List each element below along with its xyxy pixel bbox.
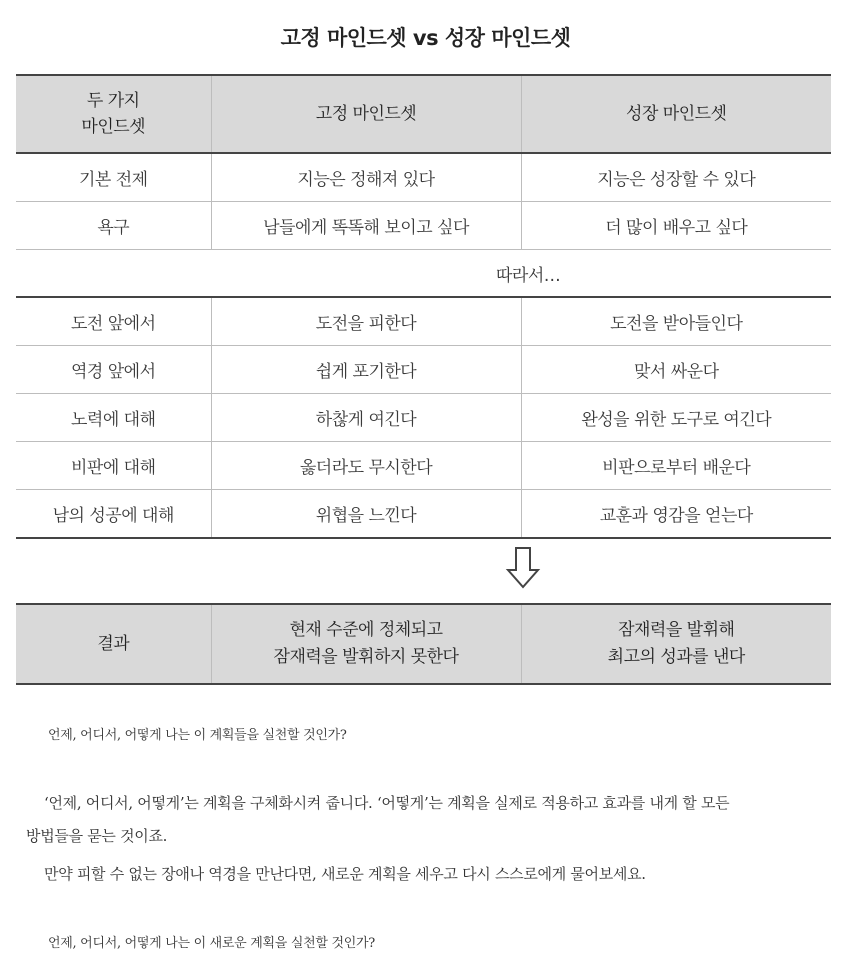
fixed-cell: 도전을 피한다 bbox=[211, 297, 521, 346]
result-growth: 잠재력을 발휘해 최고의 성과를 낸다 bbox=[521, 604, 831, 684]
fixed-cell: 쉽게 포기한다 bbox=[211, 346, 521, 394]
growth-cell: 완성을 위한 도구로 여긴다 bbox=[521, 394, 831, 442]
row-label: 비판에 대해 bbox=[16, 442, 211, 490]
table-row bbox=[16, 346, 831, 394]
result-row bbox=[16, 604, 831, 684]
row-label: 역경 앞에서 bbox=[16, 346, 211, 394]
page-title: 고정 마인드셋 vs 성장 마인드셋 bbox=[280, 26, 571, 50]
header-fixed: 고정 마인드셋 bbox=[211, 75, 521, 153]
down-arrow-icon bbox=[505, 546, 541, 590]
fixed-cell: 남들에게 똑똑해 보이고 싶다 bbox=[211, 202, 521, 250]
table-row bbox=[16, 490, 831, 539]
result-fixed: 현재 수준에 정체되고 잠재력을 발휘하지 못한다 bbox=[211, 604, 521, 684]
growth-cell: 지능은 성장할 수 있다 bbox=[521, 153, 831, 202]
table-row bbox=[16, 297, 831, 346]
paragraph-1-line-2: 방법들을 묻는 것이죠. bbox=[26, 827, 168, 845]
result-label: 결과 bbox=[16, 604, 211, 684]
table-row bbox=[16, 394, 831, 442]
table-row bbox=[16, 153, 831, 202]
row-label: 노력에 대해 bbox=[16, 394, 211, 442]
growth-cell: 도전을 받아들인다 bbox=[521, 297, 831, 346]
fixed-cell: 지능은 정해져 있다 bbox=[211, 153, 521, 202]
row-label: 도전 앞에서 bbox=[16, 297, 211, 346]
growth-cell: 맞서 싸운다 bbox=[521, 346, 831, 394]
growth-cell: 비판으로부터 배운다 bbox=[521, 442, 831, 490]
mindset-comparison-table bbox=[16, 74, 831, 539]
fixed-cell: 옳더라도 무시한다 bbox=[211, 442, 521, 490]
result-table bbox=[16, 603, 831, 685]
table-row bbox=[16, 442, 831, 490]
growth-cell: 교훈과 영감을 얻는다 bbox=[521, 490, 831, 539]
table-header-row bbox=[16, 75, 831, 153]
row-label: 남의 성공에 대해 bbox=[52, 506, 174, 526]
table-row bbox=[16, 202, 831, 250]
growth-cell: 더 많이 배우고 싶다 bbox=[521, 202, 831, 250]
fixed-cell: 하찮게 여긴다 bbox=[211, 394, 521, 442]
therefore-row bbox=[16, 250, 831, 298]
header-mindsets: 두 가지 마인드셋 bbox=[16, 75, 211, 153]
therefore-text: 따라서… bbox=[496, 265, 561, 286]
paragraph-2: 만약 피할 수 없는 장애나 역경을 만난다면, 새로운 계획을 세우고 다시 스스로에게 물어보세요. bbox=[44, 865, 646, 883]
therefore-cell bbox=[16, 250, 831, 298]
question-2: 언제, 어디서, 어떻게 나는 이 새로운 계획을 실천할 것인가? bbox=[48, 936, 375, 951]
header-growth: 성장 마인드셋 bbox=[521, 75, 831, 153]
paragraph-1-line-1: ‘언제, 어디서, 어떻게’는 계획을 구체화시켜 줍니다. ‘어떻게’는 계획을 실제로 적용하고 효과를 내게 할 모든 bbox=[44, 794, 730, 812]
row-label: 욕구 bbox=[16, 202, 211, 250]
fixed-cell: 위협을 느낀다 bbox=[211, 490, 521, 539]
row-label: 기본 전제 bbox=[16, 153, 211, 202]
question-1: 언제, 어디서, 어떻게 나는 이 계획들을 실천할 것인가? bbox=[48, 728, 347, 743]
